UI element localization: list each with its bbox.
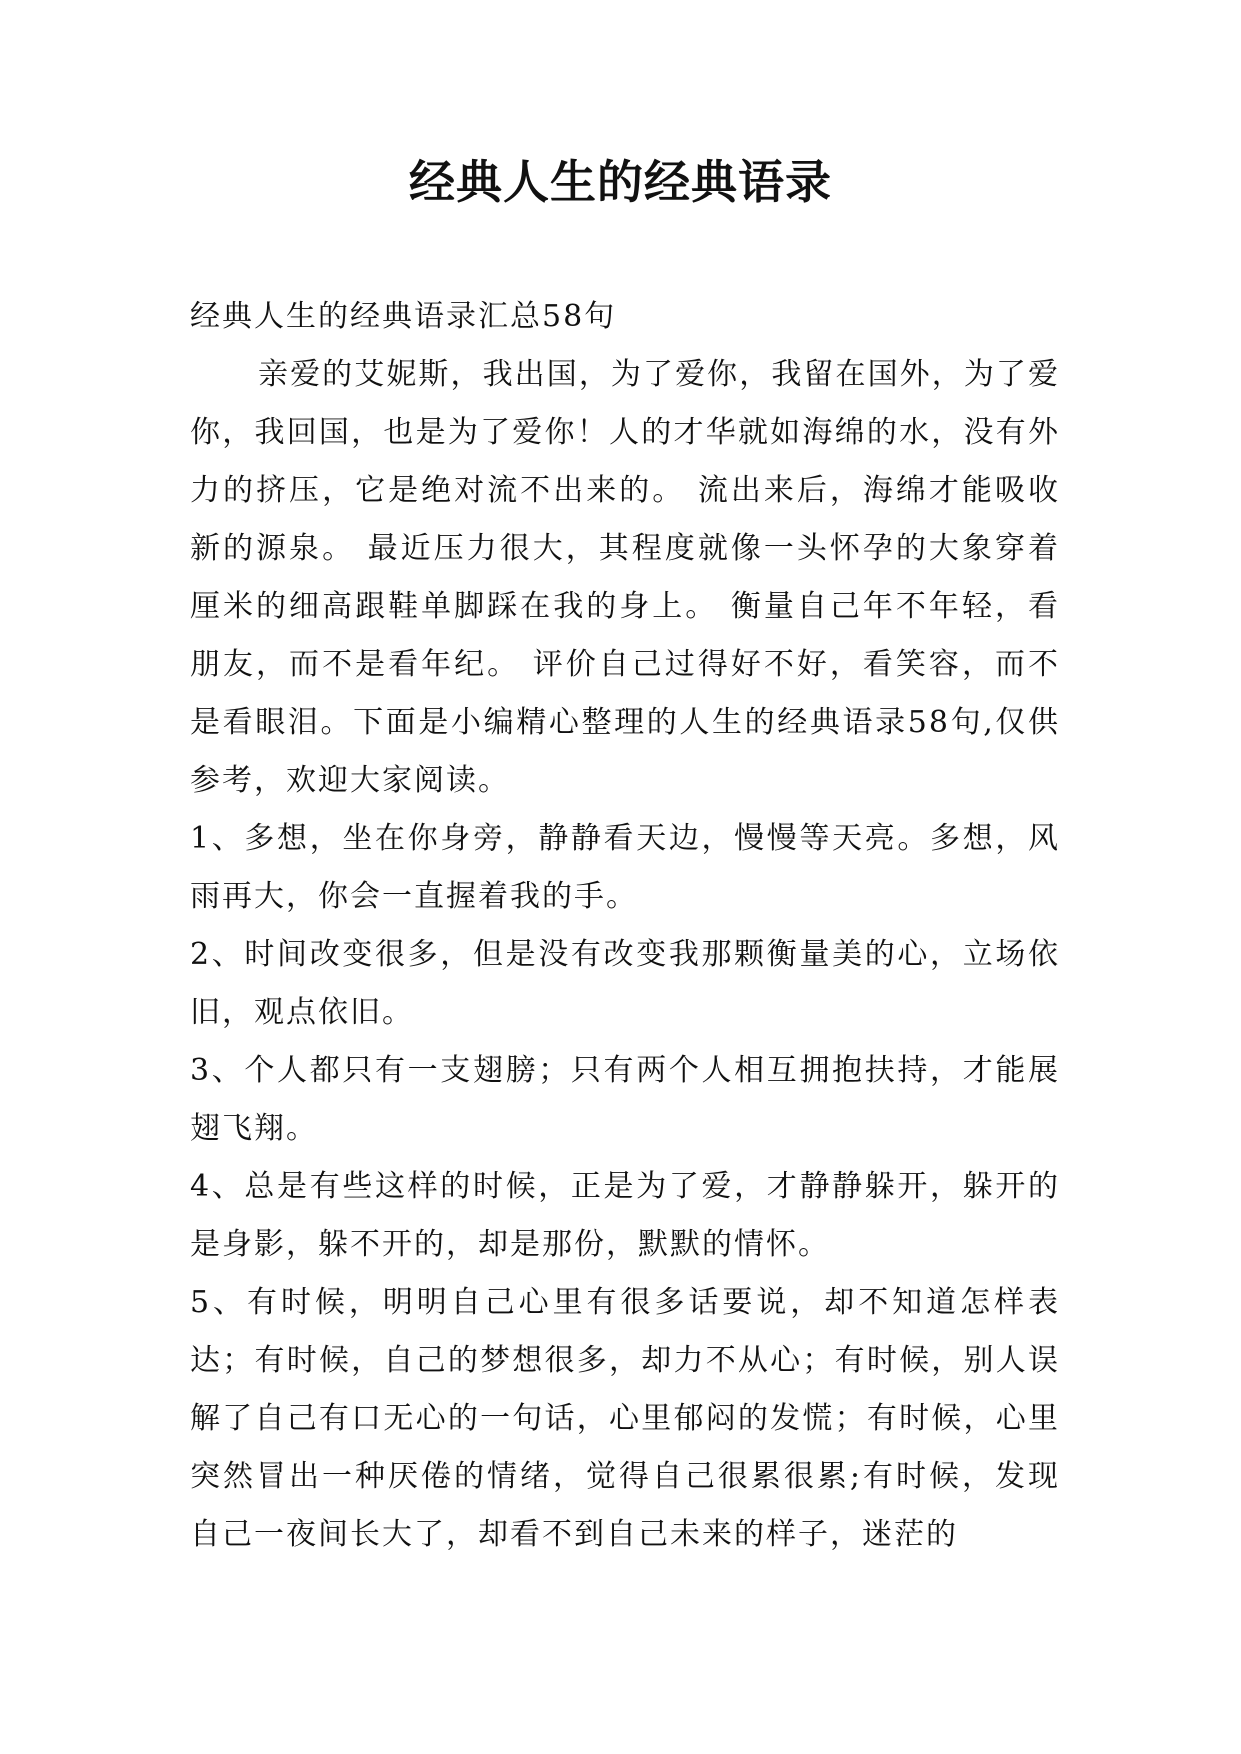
quote-item-3: 3、个人都只有一支翅膀；只有两个人相互拥抱扶持，才能展翅飞翔。: [190, 1053, 1060, 1146]
quote-item-4: 4、总是有些这样的时候，正是为了爱，才静静躲开，躲开的是身影，躲不开的，却是那份，默默的情怀。: [190, 1169, 1060, 1262]
quote-item-2: 2、时间改变很多，但是没有改变我那颗衡量美的心，立场依旧，观点依旧。: [190, 937, 1060, 1030]
document-body: [190, 288, 1060, 1564]
quote-item-1: 1、多想，坐在你身旁，静静看天边，慢慢等天亮。多想，风雨再大，你会一直握着我的手。: [190, 821, 1060, 914]
document-subtitle: 经典人生的经典语录汇总58句: [190, 299, 617, 334]
intro-paragraph: 亲爱的艾妮斯，我出国，为了爱你，我留在国外，为了爱你，我回国，也是为了爱你！人的才华就如海绵的水，没有外力的挤压，它是绝对流不出来的。 流出来后，海绵才能吸收新的源泉。 最近压力很大，其程度就像一头怀孕的大象穿着厘米的细高跟鞋单脚踩在我的身上。 衡量自己年不年轻，看朋友，而不是看年纪。 评价自己过得好不好，看笑容，而不是看眼泪。下面是小编精心整理的人生的经典语录58句,仅供参考，欢迎大家阅读。: [190, 357, 1060, 798]
quote-item-5: 5、有时候，明明自己心里有很多话要说，却不知道怎样表达；有时候，自己的梦想很多，却力不从心；有时候，别人误解了自己有口无心的一句话，心里郁闷的发慌；有时候，心里突然冒出一种厌倦的情绪，觉得自己很累很累;有时候，发现自己一夜间长大了，却看不到自己未来的样子，迷茫的: [190, 1285, 1060, 1552]
document-title: 经典人生的经典语录: [409, 155, 832, 209]
